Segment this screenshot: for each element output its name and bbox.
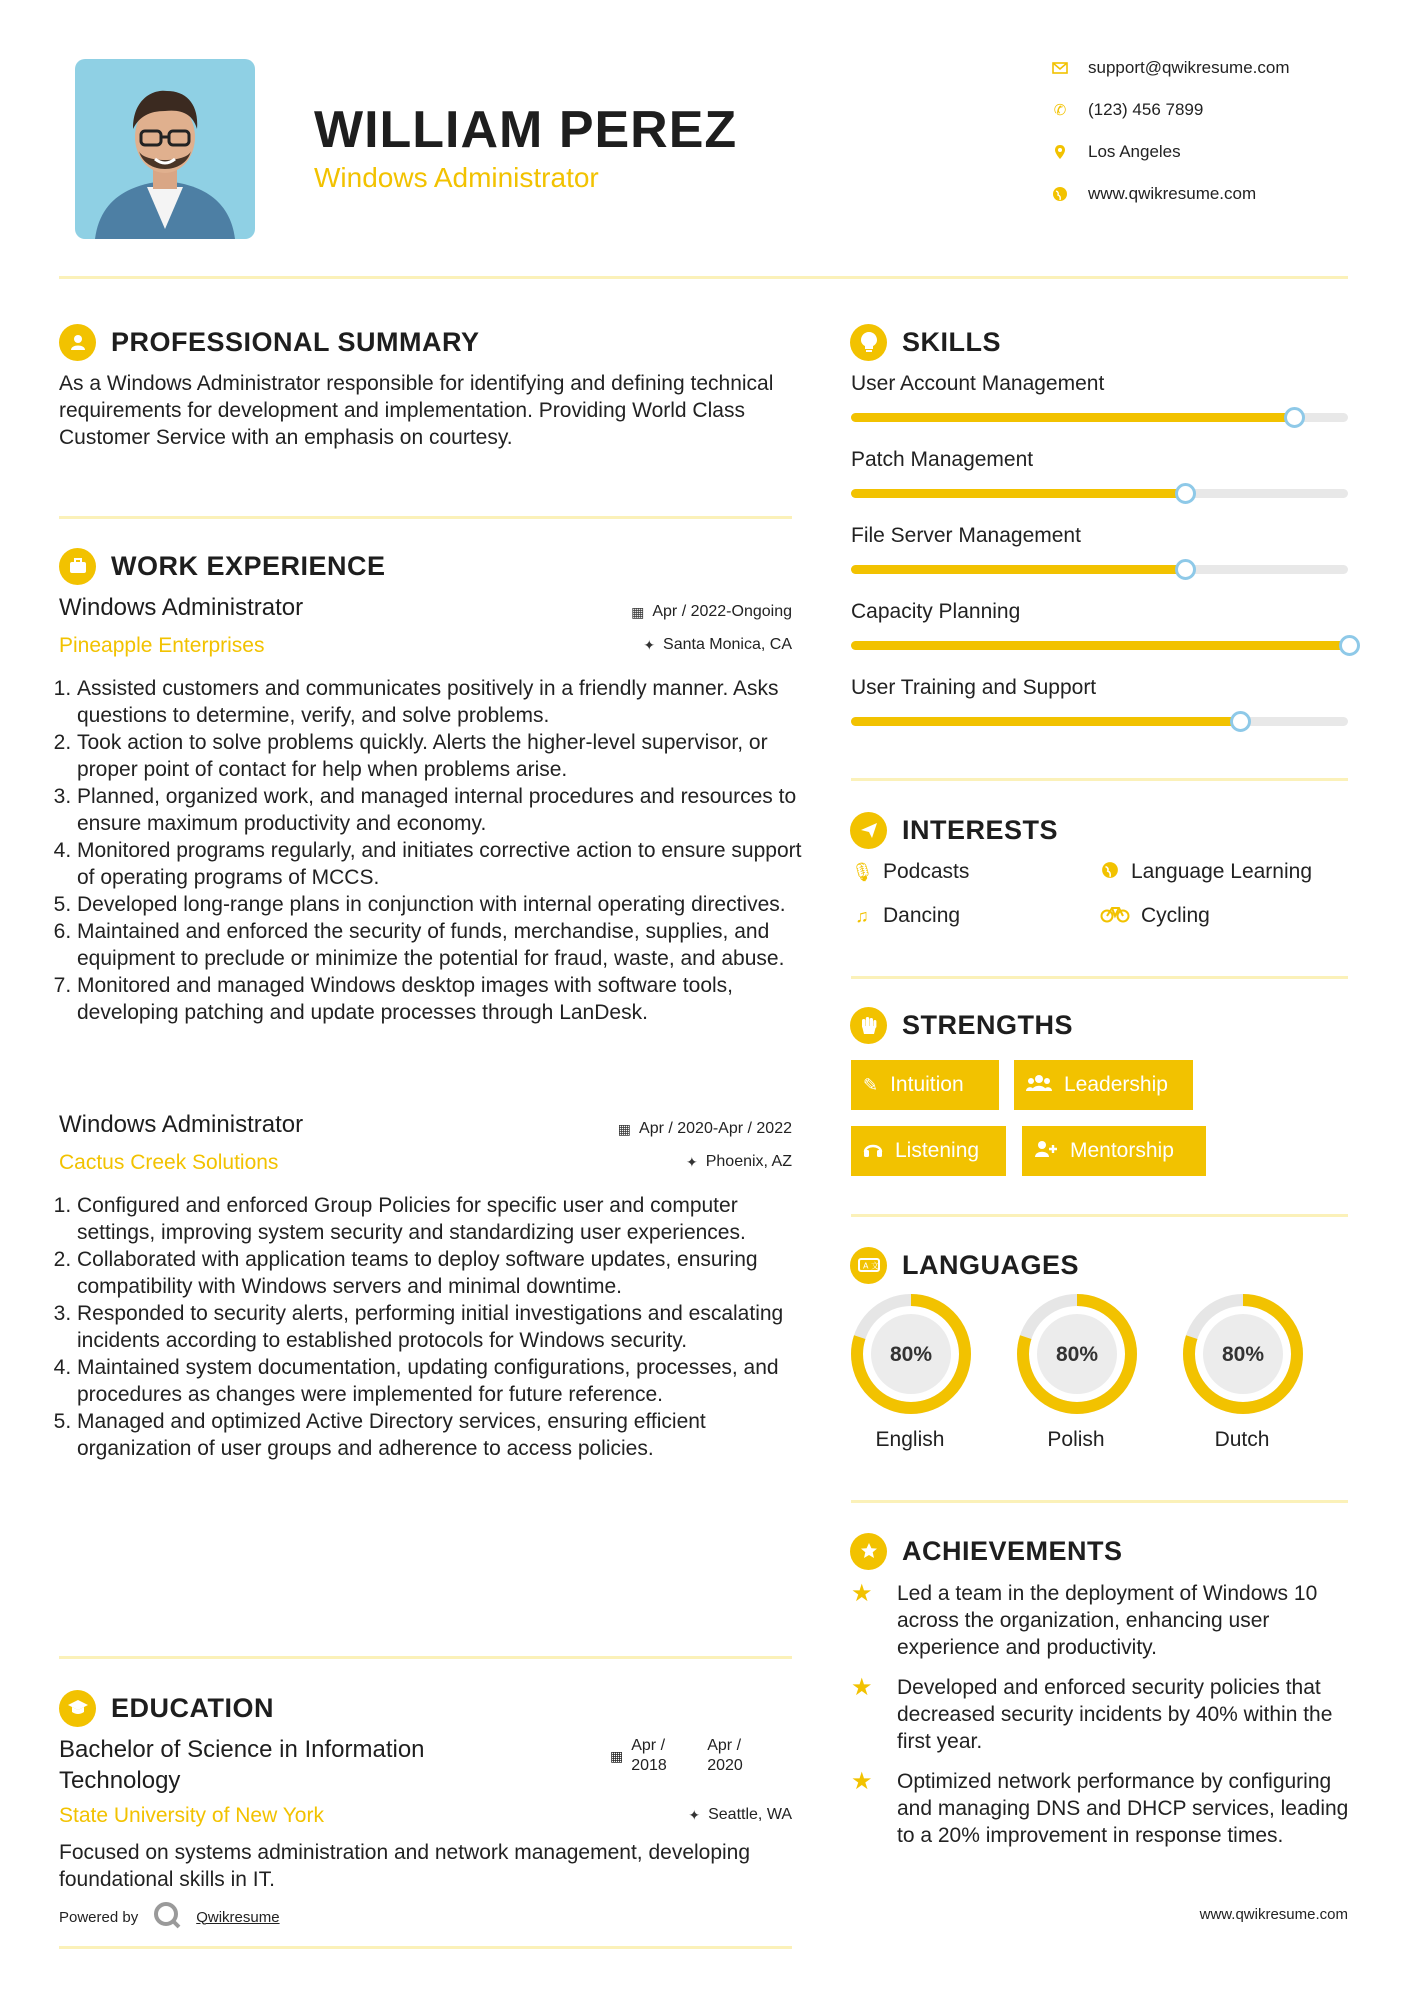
education-location-text: Seattle, WA	[708, 1806, 792, 1823]
language-icon	[850, 1247, 887, 1284]
list-item: 3. Responded to security alerts, performing initial investigations and escalating incidents according to established protocols for Windows security.	[77, 1300, 817, 1354]
language-item	[1016, 1293, 1138, 1420]
star-icon: ★	[851, 1674, 873, 1701]
interest-label: Cycling	[1141, 904, 1210, 927]
group-icon	[1026, 1074, 1052, 1097]
education-heading-text: EDUCATION	[111, 1692, 274, 1723]
education-dates	[610, 1736, 770, 1776]
qwikresume-logo-icon	[152, 1900, 182, 1934]
footer-divider	[59, 1946, 792, 1949]
music-note-icon: ♫	[855, 905, 869, 926]
star-badge-icon	[850, 1533, 887, 1570]
languages-divider	[851, 1500, 1348, 1503]
list-item: 2. Collaborated with application teams to deploy software updates, ensuring compatibility with Windows servers and minimal downtime.	[77, 1246, 817, 1300]
graduation-cap-icon	[59, 1690, 96, 1727]
list-item: 4. Monitored programs regularly, and initiates corrective action to ensure support of operating programs of MCCS.	[77, 837, 817, 891]
languages-heading-text: LANGUAGES	[902, 1249, 1080, 1280]
experience-heading-text: WORK EXPERIENCE	[111, 550, 386, 581]
microphone-icon: 🎙︎	[851, 861, 874, 882]
interests-heading-text: INTERESTS	[902, 814, 1059, 845]
candidate-title: Windows Administrator	[314, 162, 599, 193]
skill-slider-handle[interactable]	[1284, 407, 1305, 428]
job-dates-text: Apr / 2022-Ongoing	[652, 603, 792, 620]
interest-label: Podcasts	[883, 860, 970, 883]
skill-label: Capacity Planning	[851, 600, 1021, 623]
star-icon: ★	[851, 1580, 873, 1607]
job-dates	[520, 1120, 792, 1138]
education-description: Focused on systems administration and network management, developing foundational skills in IT.	[59, 1841, 751, 1891]
contact-location	[1048, 140, 1368, 164]
headphones-icon	[863, 1140, 883, 1163]
list-item: 5. Developed long-range plans in conjunction with internal operating directives.	[77, 891, 817, 918]
achievement-item	[851, 1674, 1351, 1755]
calendar-icon: ▦	[617, 1120, 632, 1137]
job-dates	[540, 603, 792, 621]
summary-divider	[59, 516, 792, 519]
achievement-text: Developed and enforced security policies that decreased security incidents by 40% within the first year.	[897, 1676, 1333, 1753]
education-start: Apr / 2018	[631, 1737, 667, 1774]
strength-label: Leadership	[1064, 1073, 1168, 1096]
globe-icon	[1099, 861, 1121, 884]
education-end: Apr / 2020	[707, 1737, 743, 1774]
skill-fill	[851, 717, 1239, 726]
interest-label: Dancing	[883, 904, 961, 927]
education-heading	[59, 1688, 274, 1728]
job-location-text: Phoenix, AZ	[705, 1153, 792, 1170]
skills-divider	[851, 778, 1348, 781]
contact-location-text: Los Angeles	[1088, 142, 1181, 161]
skill-item	[851, 676, 1348, 752]
paper-plane-icon	[850, 812, 887, 849]
job-title: Windows Administrator	[59, 594, 304, 621]
summary-heading-text: PROFESSIONAL SUMMARY	[111, 326, 480, 357]
skill-slider-handle[interactable]	[1339, 635, 1360, 656]
pushpin-icon: ✦	[688, 1806, 701, 1823]
interest-item	[1099, 860, 1312, 884]
strength-badge	[1022, 1126, 1206, 1176]
list-item: 4. Maintained system documentation, updating configurations, processes, and procedures as changes were implemented for future reference.	[77, 1354, 817, 1408]
job-location	[540, 636, 792, 654]
summary-heading	[59, 322, 480, 362]
pushpin-icon: ✦	[685, 1153, 698, 1170]
education-degree: Bachelor of Science in Information Technology	[59, 1736, 425, 1794]
job-dates-text: Apr / 2020-Apr / 2022	[639, 1120, 792, 1137]
skill-label: User Account Management	[851, 372, 1105, 395]
language-percent: 80%	[1221, 1343, 1265, 1366]
interests-divider	[851, 976, 1348, 979]
list-item: 2. Took action to solve problems quickly. Alerts the higher-level supervisor, or proper point of contact for help when problems arise.	[77, 729, 817, 783]
profile-photo	[75, 59, 255, 239]
contact-website[interactable]	[1048, 182, 1368, 206]
svg-text:A 文: A 文	[862, 1261, 879, 1271]
skill-fill	[851, 565, 1184, 574]
powered-by	[59, 1900, 280, 1934]
list-item: 1. Assisted customers and communicates positively in a friendly manner. Asks questions to determine, verify, and solve problems.	[77, 675, 817, 729]
strength-badge	[851, 1060, 999, 1110]
user-plus-icon	[1034, 1140, 1058, 1163]
skill-label: File Server Management	[851, 524, 1081, 547]
calendar-icon: ▦	[610, 1748, 624, 1764]
skill-slider-handle[interactable]	[1175, 559, 1196, 580]
achievement-item	[851, 1580, 1351, 1661]
briefcase-icon	[59, 548, 96, 585]
skill-fill	[851, 641, 1348, 650]
strength-label: Intuition	[890, 1073, 964, 1096]
skill-slider-handle[interactable]	[1175, 483, 1196, 504]
education-school: State University of New York	[59, 1804, 324, 1827]
achievement-text: Led a team in the deployment of Windows 10 across the organization, enhancing user experience and productivity.	[897, 1582, 1318, 1659]
list-item: 1. Configured and enforced Group Policies for specific user and computer settings, improving system security and standardizing user experiences.	[77, 1192, 817, 1246]
strength-label: Listening	[895, 1139, 980, 1162]
language-item	[1182, 1293, 1304, 1420]
summary-text: As a Windows Administrator responsible for identifying and defining technical requirements for development and implementation. Providing World Class Customer Service with an emphasis on courtesy.	[59, 372, 774, 449]
skills-heading-text: SKILLS	[902, 326, 1002, 357]
language-progress-ring	[1016, 1293, 1138, 1415]
user-icon	[59, 324, 96, 361]
job-location	[540, 1153, 792, 1171]
skill-item	[851, 524, 1348, 600]
strength-badge	[1014, 1060, 1193, 1110]
skill-track	[851, 413, 1348, 422]
bicycle-icon	[1099, 905, 1131, 928]
calendar-icon: ▦	[631, 603, 645, 620]
interest-item	[851, 904, 960, 928]
skill-slider-handle[interactable]	[1230, 711, 1251, 732]
skill-label: User Training and Support	[851, 676, 1097, 699]
skill-item	[851, 372, 1348, 448]
job-duties	[59, 675, 817, 1026]
contact-phone[interactable]	[1048, 98, 1368, 122]
list-item: 3. Planned, organized work, and managed internal procedures and resources to ensure maximum productivity and economy.	[77, 783, 817, 837]
location-pin-icon	[1048, 140, 1072, 164]
pushpin-icon: ✦	[643, 636, 656, 653]
language-name: Dutch	[1214, 1428, 1270, 1451]
language-progress-ring	[850, 1293, 972, 1415]
contact-website-text: www.qwikresume.com	[1088, 184, 1257, 203]
candidate-name: WILLIAM PEREZ	[314, 101, 738, 159]
globe-icon	[1048, 182, 1072, 206]
strengths-heading	[850, 1005, 1073, 1045]
language-progress-ring	[1182, 1293, 1304, 1415]
achievement-item	[851, 1768, 1351, 1849]
skills-heading	[850, 322, 1001, 362]
achievements-heading-text: ACHIEVEMENTS	[902, 1535, 1123, 1566]
header-divider	[59, 276, 1348, 279]
raised-fist-icon	[850, 1007, 887, 1044]
powered-by-label: Powered by	[59, 1908, 139, 1926]
qwikresume-link[interactable]: Qwikresume	[196, 1908, 280, 1926]
contact-phone-text: (123) 456 7899	[1088, 100, 1204, 119]
job-company: Cactus Creek Solutions	[59, 1151, 279, 1174]
interest-item	[1099, 904, 1210, 928]
skill-track	[851, 717, 1348, 726]
language-name: Polish	[1047, 1428, 1105, 1451]
magic-wand-icon: ✎	[863, 1074, 879, 1095]
skill-label: Patch Management	[851, 448, 1034, 471]
language-percent: 80%	[889, 1343, 933, 1366]
experience-divider	[59, 1656, 792, 1659]
interest-item	[851, 860, 969, 884]
job-duties	[59, 1192, 817, 1462]
education-location	[540, 1806, 792, 1824]
skill-fill	[851, 489, 1184, 498]
languages-heading	[850, 1245, 1079, 1285]
job-location-text: Santa Monica, CA	[663, 636, 792, 653]
skills-list	[851, 372, 1348, 752]
list-item: 7. Monitored and managed Windows desktop images with software tools, developing patching and update processes through LanDesk.	[77, 972, 817, 1026]
language-percent: 80%	[1055, 1343, 1099, 1366]
skill-item	[851, 448, 1348, 524]
skill-item	[851, 600, 1348, 676]
star-icon: ★	[851, 1768, 873, 1795]
contact-email[interactable]	[1048, 56, 1368, 80]
experience-heading	[59, 546, 386, 586]
achievements-heading	[850, 1531, 1123, 1571]
skill-track	[851, 489, 1348, 498]
achievement-text: Optimized network performance by configuring and managing DNS and DHCP services, leading to a 20% improvement in response times.	[897, 1770, 1349, 1847]
list-item: 5. Managed and optimized Active Directory services, ensuring efficient organization of user groups and adherence to access policies.	[77, 1408, 817, 1462]
strengths-heading-text: STRENGTHS	[902, 1009, 1074, 1040]
list-item: 6. Maintained and enforced the security of funds, merchandise, supplies, and equipment to preclude or minimize the potential for fraud, waste, and abuse.	[77, 918, 817, 972]
job-title: Windows Administrator	[59, 1111, 304, 1138]
lightbulb-icon	[850, 324, 887, 361]
contact-email-text: support@qwikresume.com	[1088, 58, 1290, 77]
skill-track	[851, 641, 1348, 650]
phone-icon: ✆	[1053, 102, 1067, 119]
envelope-icon	[1048, 56, 1072, 80]
language-name: English	[875, 1428, 945, 1451]
strength-badge	[851, 1126, 1006, 1176]
interest-label: Language Learning	[1131, 860, 1313, 883]
interests-heading	[850, 810, 1058, 850]
language-item	[850, 1293, 972, 1420]
skill-fill	[851, 413, 1293, 422]
skill-track	[851, 565, 1348, 574]
footer-url[interactable]: www.qwikresume.com	[1199, 1906, 1348, 1923]
strength-label: Mentorship	[1070, 1139, 1174, 1162]
strengths-divider	[851, 1214, 1348, 1217]
job-company: Pineapple Enterprises	[59, 634, 265, 657]
